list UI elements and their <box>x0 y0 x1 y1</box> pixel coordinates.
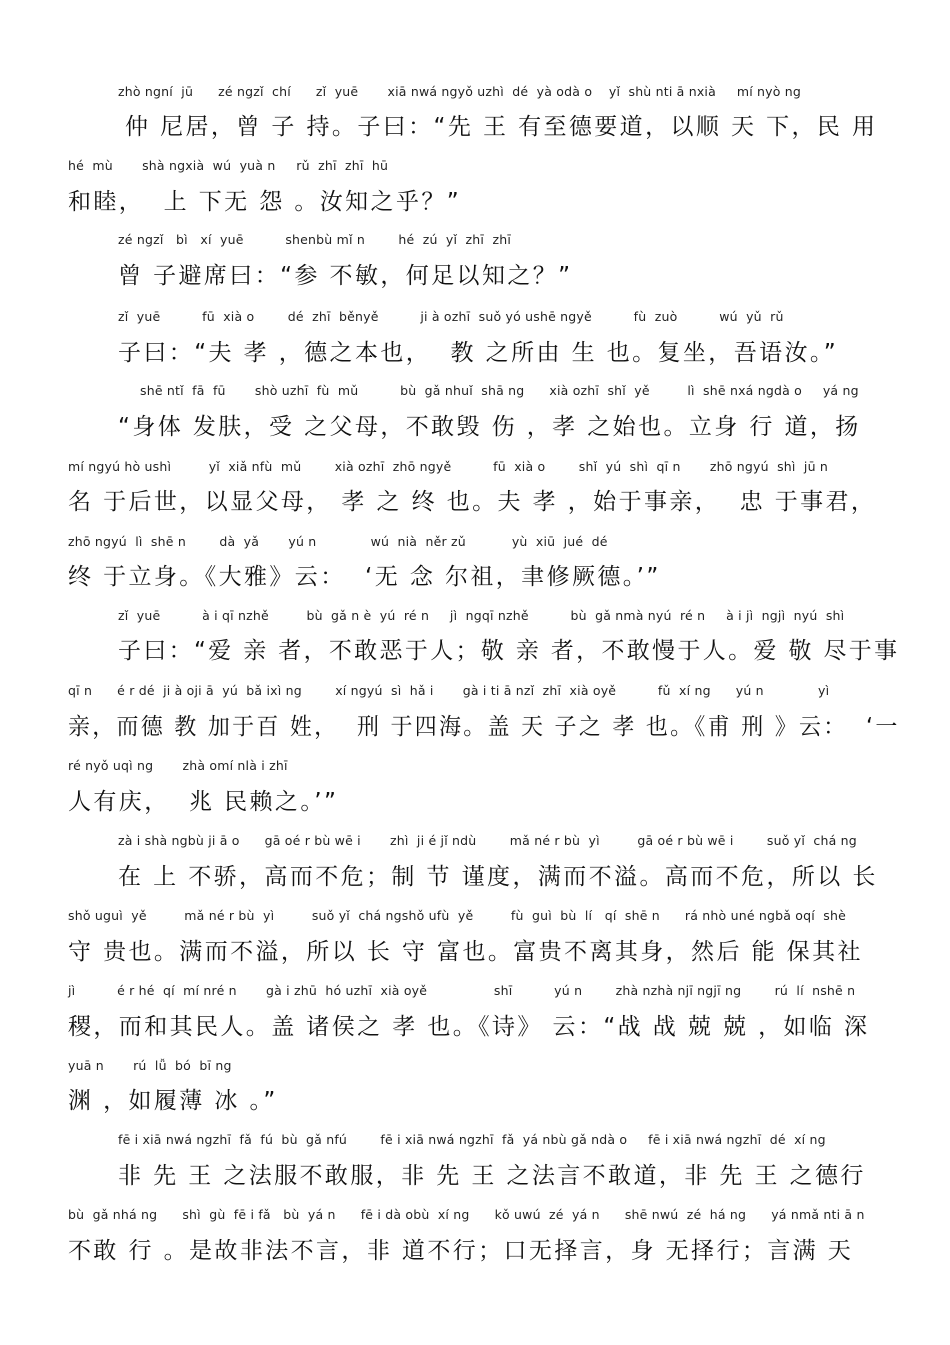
text-line-4: 子曰：“夫 孝 ，德之本也， 教 之所由 生 也。复坐，吾语汝。” <box>118 340 839 366</box>
pinyin-line-16: bù gǎ nhá ng shì gù fē i fǎ bù yá n fē i dà obù xí ng kǒ uwú zé yá n shē nwú zé há ng yá nmǎ nti ā n <box>68 1207 865 1222</box>
pinyin-line-11: zà i shà ngbù ji ā o gā oé r bù wē i zhì ji é jǐ ndù mǎ né r bù yì gā oé r bù wē i suǒ yǐ chá ng <box>118 833 857 848</box>
pinyin-line-1: zhò ngní jū zé ngzǐ chí zǐ yuē xiā nwá ngyǒ uzhì dé yà odà o yǐ shù nti ā nxià mí nyò ng <box>118 84 802 99</box>
text-line-15: 非 先 王 之法服不敢服，非 先 王 之法言不敢道，非 先 王 之德行 <box>118 1163 866 1189</box>
pinyin-line-5: shē ntǐ fā fū shò uzhī fù mǔ bù gǎ nhuǐ shā ng xià ozhī shǐ yě lì shē nxá ngdà o yá ng <box>140 383 859 398</box>
text-line-1: 仲 尼居，曾 子 持。子曰：“先 王 有至德要道，以顺 天 下，民 用 <box>125 114 878 140</box>
text-line-2: 和睦， 上 下无 怨 。汝知之乎？” <box>68 189 462 215</box>
pinyin-line-4: zǐ yuē fū xià o dé zhī běnyě ji à ozhī suǒ yó ushē ngyě fù zuò wú yǔ rǔ <box>118 309 784 324</box>
text-line-9: 亲，而德 教 加于百 姓， 刑 于四海。盖 天 子之 孝 也。《甫 刑 》云： ‘一 <box>68 714 900 740</box>
pinyin-line-8: zǐ yuē à i qī nzhě bù gǎ n è yú ré n jì ngqī nzhě bù gǎ nmà nyú ré n à i jì ngjì nyú shì <box>118 608 845 623</box>
pinyin-line-13: jì é r hé qí mí nré n gà i zhū hó uzhī xià oyě shī yú n zhà nzhà njī ngjī ng rú lí nshē n <box>68 983 856 998</box>
pinyin-line-6: mí ngyú hò ushì yǐ xiǎ nfù mǔ xià ozhī zhō ngyě fū xià o shǐ yú shì qī n zhō ngyú shì jū n <box>68 459 829 474</box>
text-line-3: 曾 子避席曰：“参 不敏，何足以知之？” <box>118 263 573 289</box>
text-line-5: “身体 发肤，受 之父母，不敢毁 伤 ，孝 之始也。立身 行 道，扬 <box>118 414 861 440</box>
text-line-7: 终 于立身。《大雅》云： ‘无 念 尔祖，聿修厥德。’” <box>68 564 661 590</box>
pinyin-line-10: ré nyǒ uqì ng zhà omí nlà i zhī <box>68 758 288 773</box>
pinyin-line-7: zhō ngyú lì shē n dà yǎ yú n wú nià něr zǔ yù xiū jué dé <box>68 534 608 549</box>
text-line-14: 渊 ，如履薄 冰 。” <box>68 1088 278 1114</box>
pinyin-line-2: hé mù shà ngxià wú yuà n rǔ zhī zhī hū <box>68 158 389 173</box>
text-line-11: 在 上 不骄，高而不危；制 节 谨度，满而不溢。高而不危，所以 长 <box>118 864 878 890</box>
pinyin-line-3: zé ngzǐ bì xí yuē shenbù mǐ n hé zú yǐ zhī zhī <box>118 232 512 247</box>
pinyin-line-9: qī n é r dé ji à oji ā yú bǎ ixì ng xí ngyú sì hǎ i gà i ti ā nzǐ zhī xià oyě fǔ xí ng yú n yì <box>68 683 830 698</box>
text-line-10: 人有庆， 兆 民赖之。’” <box>68 789 339 815</box>
pinyin-line-15: fē i xiā nwá ngzhī fǎ fú bù gǎ nfú fē i xiā nwá ngzhī fǎ yá nbù gǎ ndà o fē i xiā nwá ngzhī dé xí ng <box>118 1132 826 1147</box>
text-line-13: 稷，而和其民人。盖 诸侯之 孝 也。《诗》 云：“战 战 兢 兢 ，如临 深 <box>68 1014 870 1040</box>
text-line-12: 守 贵也。满而不溢，所以 长 守 富也。富贵不离其身，然后 能 保其社 <box>68 939 863 965</box>
pinyin-line-12: shǒ uguì yě mǎ né r bù yì suǒ yǐ chá ngshǒ ufù yě fù guì bù lí qí shē n rá nhò uné ngbǎ oqí shè <box>68 908 847 923</box>
text-line-8: 子曰：“爱 亲 者，不敢恶于人；敬 亲 者，不敢慢于人。爱 敬 尽于事 <box>118 638 900 664</box>
text-line-16: 不敢 行 。是故非法不言，非 道不行；口无择言，身 无择行；言满 天 <box>68 1238 854 1264</box>
pinyin-line-14: yuā n rú lǚ bó bī ng <box>68 1058 232 1073</box>
text-line-6: 名 于后世，以显父母， 孝 之 终 也。夫 孝 ，始于事亲， 忠 于事君， <box>68 489 877 515</box>
